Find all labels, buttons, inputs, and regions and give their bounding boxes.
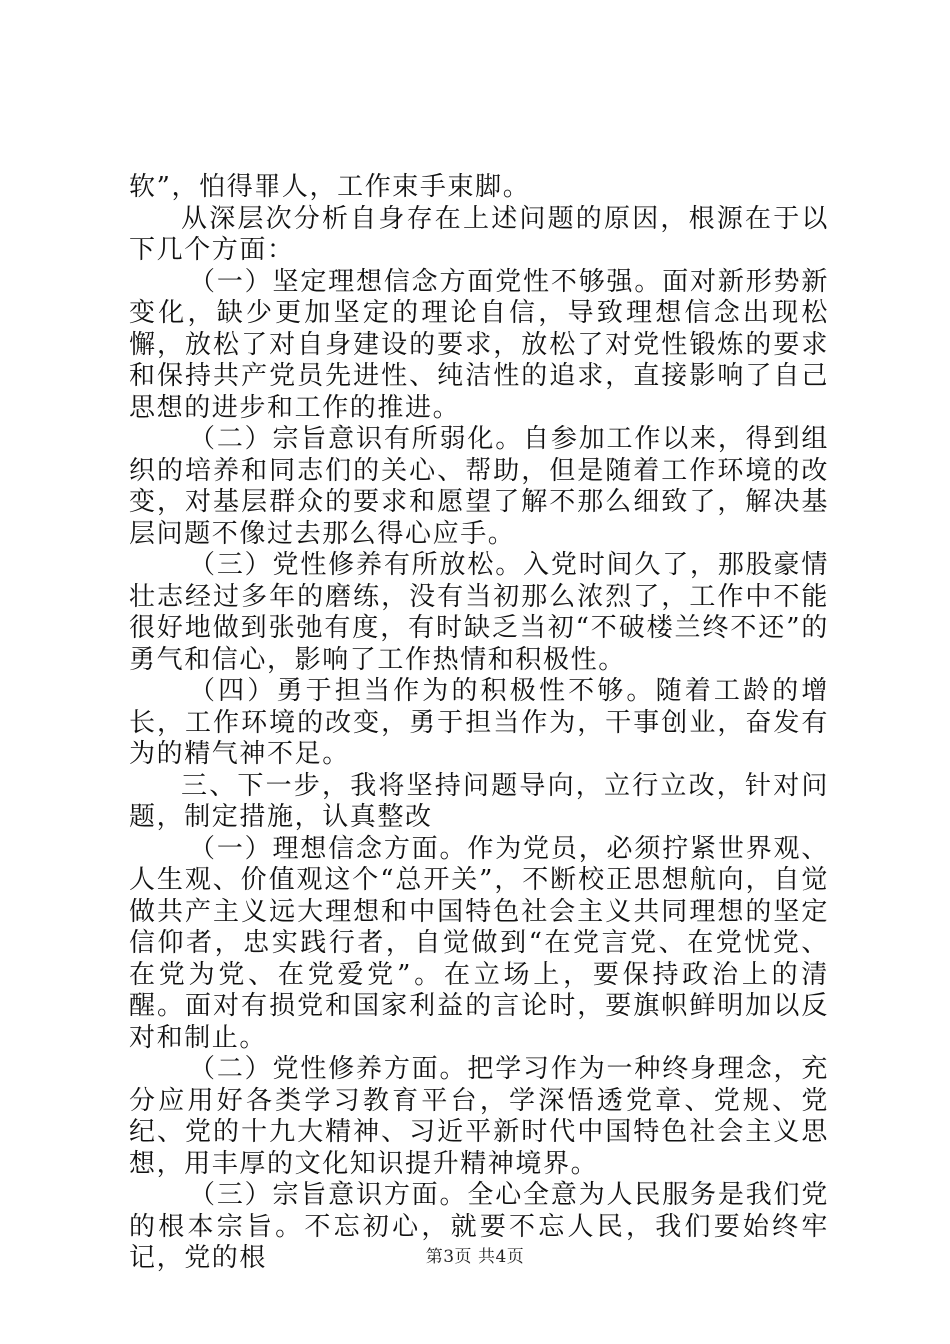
- paragraph-cause-intro: 从深层次分析自身存在上述问题的原因，根源在于以下几个方面：: [129, 203, 829, 265]
- document-body: [129, 172, 829, 1275]
- paragraph-measure-3: （三）宗旨意识方面。全心全意为人民服务是我们党的根本宗旨。不忘初心，就要不忘人民，我们要始终牢记，党的根: [129, 1180, 829, 1273]
- paragraph-cause-4: （四）勇于担当作为的积极性不够。随着工龄的增长，工作环境的改变，勇于担当作为，干事创业，奋发有为的精气神不足。: [129, 676, 829, 769]
- paragraph-cause-2: （二）宗旨意识有所弱化。自参加工作以来，得到组织的培养和同志们的关心、帮助，但是随着工作环境的改变，对基层群众的要求和愿望了解不那么细致了，解决基层问题不像过去那么得心应手。: [129, 424, 829, 549]
- paragraph-cause-1: （一）坚定理想信念方面党性不够强。面对新形势新变化，缺少更加坚定的理论自信，导致理想信念出现松懈，放松了对自身建设的要求，放松了对党性锻炼的要求和保持共产党员先进性、纯洁性的追求，直接影响了自己思想的进步和工作的推进。: [129, 266, 829, 423]
- paragraph-measure-2: （二）党性修养方面。把学习作为一种终身理念，充分应用好各类学习教育平台，学深悟透党章、党规、党纪、党的十九大精神、习近平新时代中国特色社会主义思想，用丰厚的文化知识提升精神境界。: [129, 1054, 829, 1179]
- paragraph-measure-1: （一）理想信念方面。作为党员，必须拧紧世界观、人生观、价值观这个“总开关”，不断校正思想航向，自觉做共产主义远大理想和中国特色社会主义共同理想的坚定信仰者，忠实践行者，自觉做到“在党言党、在党忧党、在党为党、在党爱党”。在立场上，要保持政治上的清醒。面对有损党和国家利益的言论时，要旗帜鲜明加以反对和制止。: [129, 833, 829, 1053]
- page-number-footer: 第3页 共4页: [425, 1247, 525, 1267]
- section-heading-next-steps: 三、下一步，我将坚持问题导向，立行立改，针对问题，制定措施，认真整改: [129, 770, 829, 832]
- paragraph-continuation: 软”，怕得罪人，工作束手束脚。: [129, 172, 531, 202]
- paragraph-cause-3: （三）党性修养有所放松。入党时间久了，那股豪情壮志经过多年的磨练，没有当初那么浓烈了，工作中不能很好地做到张弛有度，有时缺乏当初“不破楼兰终不还”的勇气和信心，影响了工作热情和积极性。: [129, 550, 829, 675]
